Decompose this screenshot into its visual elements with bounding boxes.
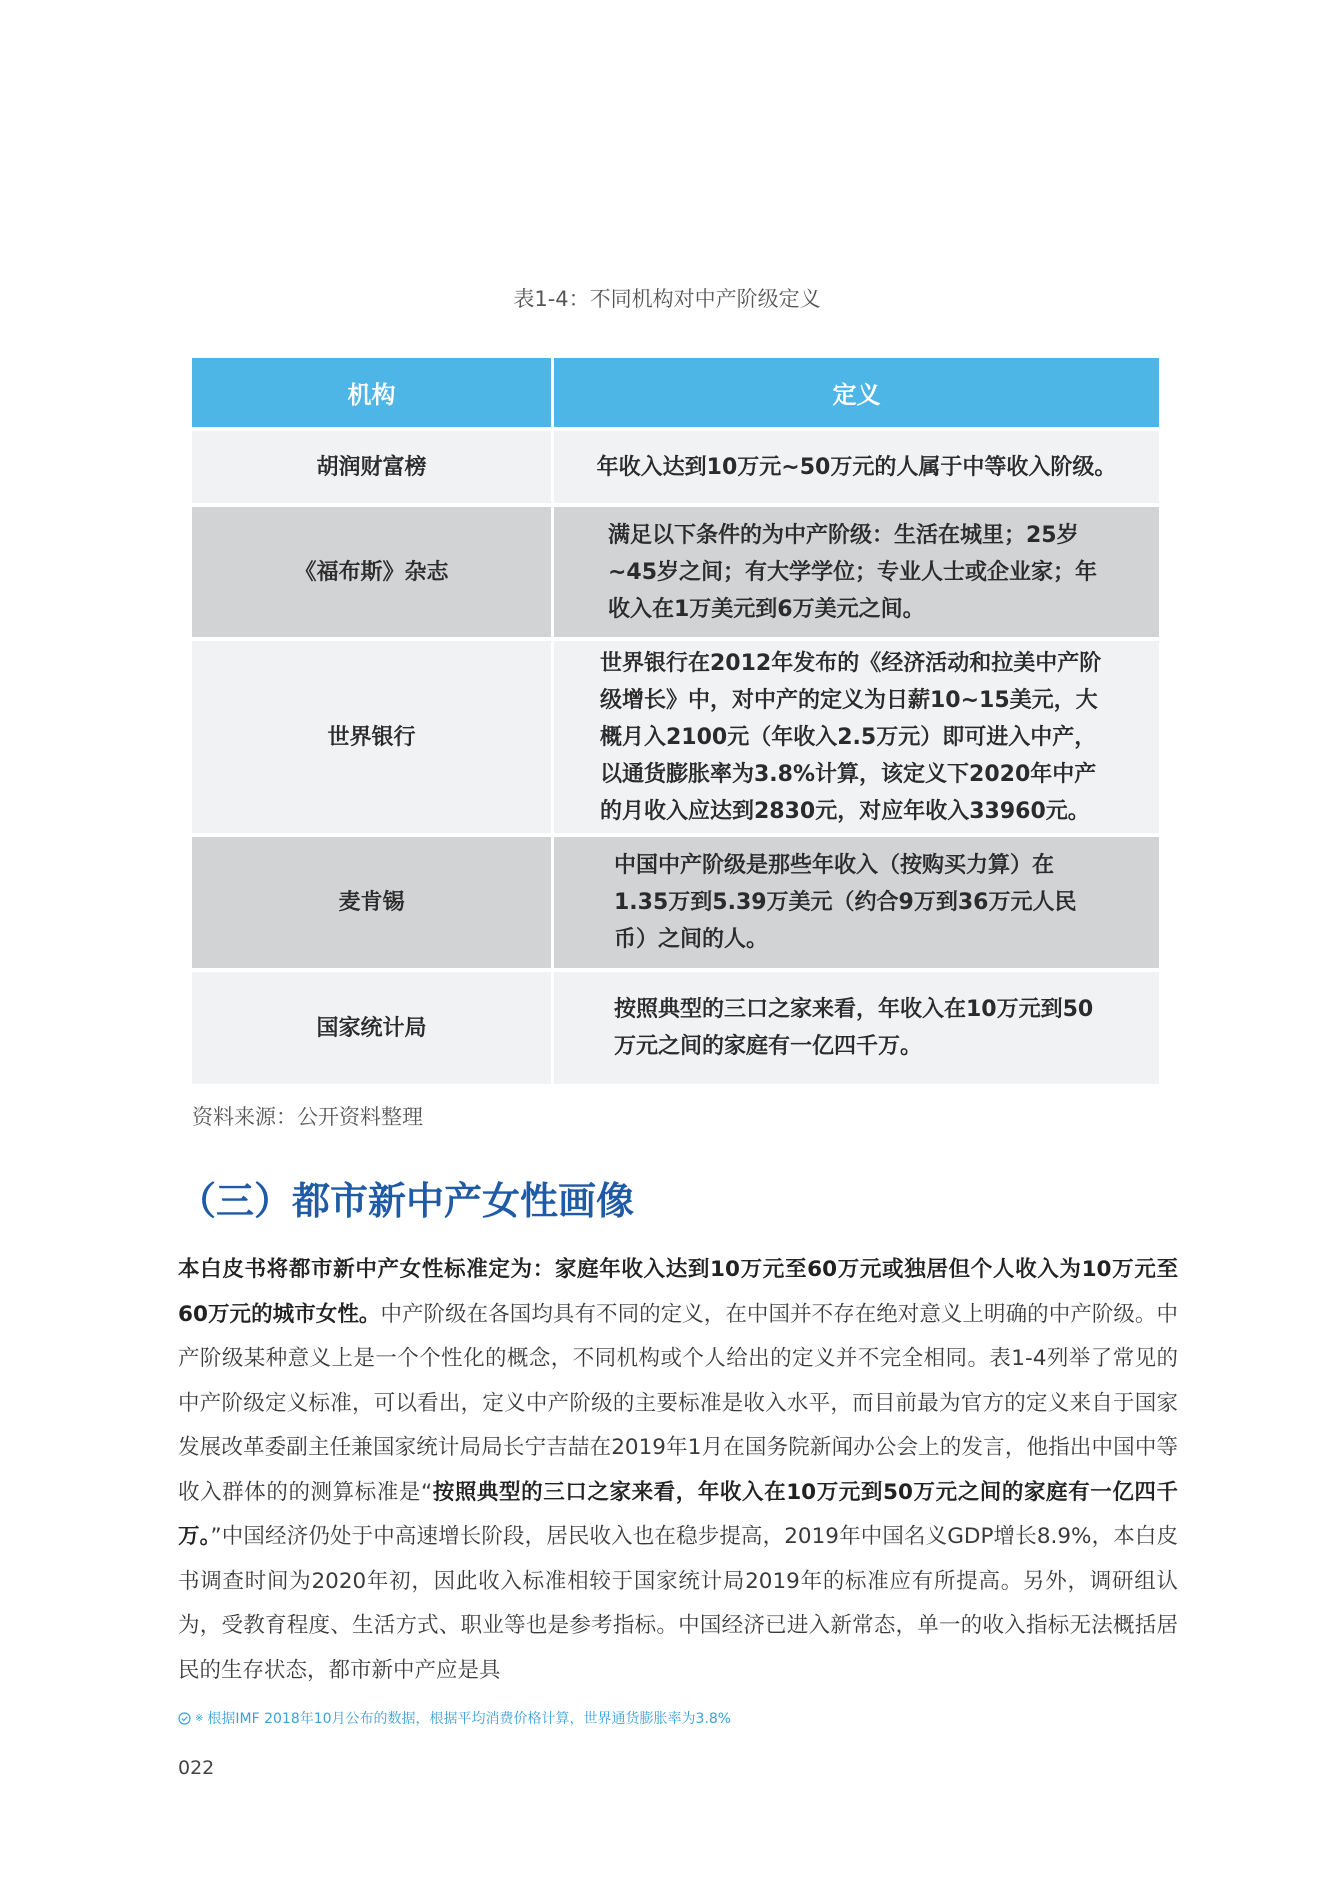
emphasis-quote: 按照典型的三口之家来看，年收入在10万元到50万元之间的家庭有一亿四千万。 bbox=[178, 1479, 1179, 1549]
institution-cell: 国家统计局 bbox=[192, 970, 553, 1086]
institution-cell: 《福布斯》杂志 bbox=[192, 505, 553, 639]
table-row bbox=[192, 429, 1159, 505]
paragraph-text: ”中国经济仍处于中高速增长阶段，居民收入也在稳步提高，2019年中国名义GDP增长8.9%，本白皮书调查时间为2020年初，因此收入标准相较于国家统计局2019年的标准应有所提高。另外，调研组认为，受教育程度、生活方式、职业等也是参考指标。中国经济已进入新常态，单一的收入指标无法概括居民的生存状态，都市新中产应是具 bbox=[178, 1524, 1178, 1683]
footnote-marker: ※ bbox=[195, 1712, 204, 1724]
institution-cell: 世界银行 bbox=[192, 639, 553, 835]
table-row bbox=[192, 639, 1159, 835]
section-heading: （三）都市新中产女性画像 bbox=[178, 1179, 635, 1223]
table-row bbox=[192, 970, 1159, 1086]
table-source-note: 资料来源：公开资料整理 bbox=[192, 1105, 423, 1129]
definition-table bbox=[192, 358, 1159, 1088]
column-header-definition: 定义 bbox=[553, 358, 1160, 429]
definition-cell: 按照典型的三口之家来看，年收入在10万元到50万元之间的家庭有一亿四千万。 bbox=[553, 970, 1160, 1086]
table-caption: 表1-4：不同机构对中产阶级定义 bbox=[513, 287, 821, 311]
check-circle-icon bbox=[178, 1712, 191, 1725]
body-paragraph bbox=[178, 1248, 1178, 1693]
emphasis-definition: 本白皮书将都市新中产女性标准定为：家庭年收入达到10万元至60万元或独居但个人收入为10万元至60万元的城市女性。 bbox=[178, 1257, 1178, 1327]
footnote-text: 根据IMF 2018年10月公布的数据，根据平均消费价格计算，世界通货膨胀率为3.8% bbox=[207, 1711, 732, 1727]
column-header-institution: 机构 bbox=[192, 358, 553, 429]
definition-cell: 年收入达到10万元~50万元的人属于中等收入阶级。 bbox=[553, 429, 1160, 505]
table-row bbox=[192, 835, 1159, 970]
definition-cell: 满足以下条件的为中产阶级：生活在城里；25岁~45岁之间；有大学学位；专业人士或企业家；年收入在1万美元到6万美元之间。 bbox=[553, 505, 1160, 639]
page-number: 022 bbox=[178, 1757, 215, 1779]
paragraph-text: 中产阶级在各国均具有不同的定义，在中国并不存在绝对意义上明确的中产阶级。中产阶级某种意义上是一个个性化的概念，不同机构或个人给出的定义并不完全相同。表1-4列举了常见的中产阶级定义标准，可以看出，定义中产阶级的主要标准是收入水平，而目前最为官方的定义来自于国家发展改革委副主任兼国家统计局局长宁吉喆在2019年1月在国务院新闻办公会上的发言，他指出中国中等收入群体的的测算标准是“ bbox=[178, 1301, 1178, 1505]
definition-cell: 中国中产阶级是那些年收入（按购买力算）在1.35万到5.39万美元（约合9万到36万元人民币）之间的人。 bbox=[553, 835, 1160, 970]
table-row bbox=[192, 505, 1159, 639]
definition-cell: 世界银行在2012年发布的《经济活动和拉美中产阶级增长》中，对中产的定义为日薪10~15美元，大概月入2100元（年收入2.5万元）即可进入中产，以通货膨胀率为3.8%计算，该定义下2020年中产的月收入应达到2830元，对应年收入33960元。 bbox=[553, 639, 1160, 835]
institution-cell: 麦肯锡 bbox=[192, 835, 553, 970]
institution-cell: 胡润财富榜 bbox=[192, 429, 553, 505]
footnote bbox=[178, 1708, 731, 1728]
